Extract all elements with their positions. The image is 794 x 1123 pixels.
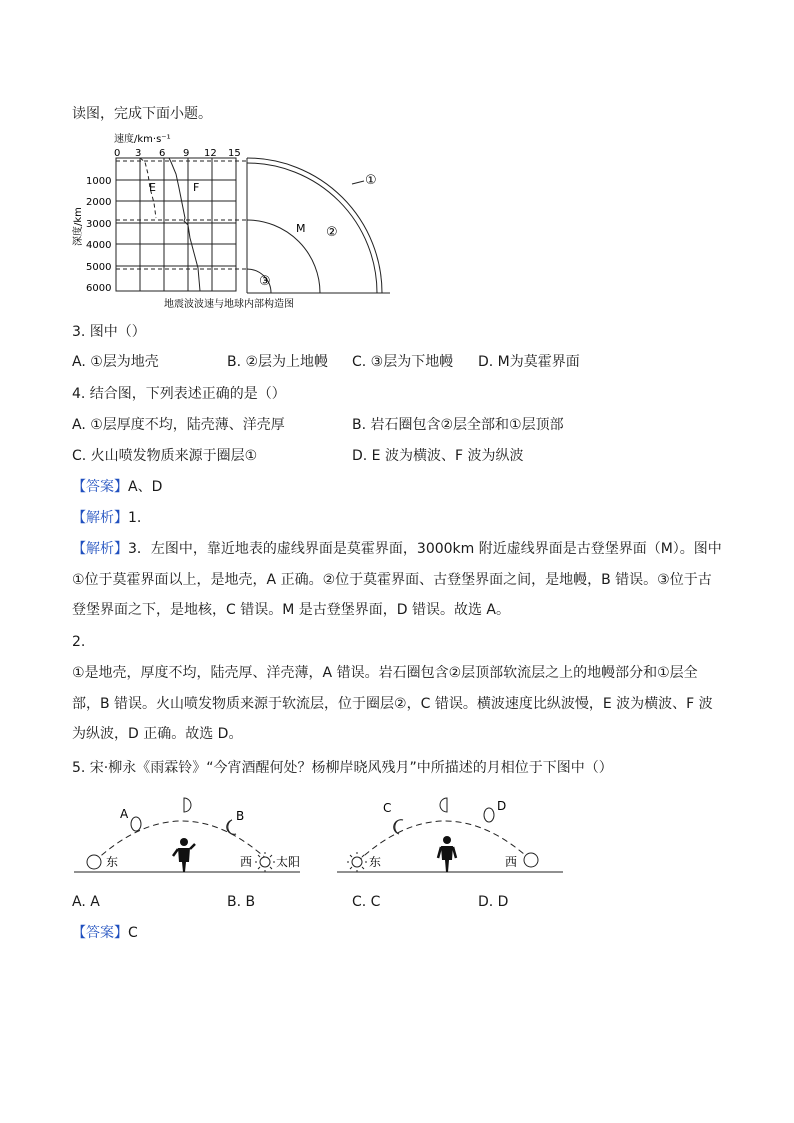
curve-e-label: E bbox=[149, 181, 156, 194]
moon-phase-figure-right bbox=[335, 790, 567, 880]
moon-gibbous-icon bbox=[131, 817, 141, 831]
moon-crescent-icon bbox=[227, 820, 236, 834]
point-d-label: D bbox=[497, 799, 507, 813]
q4-stem: 4. 结合图，下列表述正确的是（） bbox=[72, 386, 286, 402]
analysis-paragraph-2: ①是地壳，厚度不均，陆壳厚、洋壳薄，A 错误。岩石圈包含②层顶部软流层之上的地幔部分和①层全部，B 错误。火山喷发物质来源于软流层，位于圈层②，C 错误。横波速度比纵波慢，E 波为横波、F 波为纵波，D 正确。故选 D。 bbox=[72, 665, 713, 742]
person-icon bbox=[438, 836, 456, 872]
analysis-paragraph-1 bbox=[72, 534, 722, 626]
q4-option-d: D. E 波为横波、F 波为纵波 bbox=[352, 448, 524, 464]
answer-row-2 bbox=[72, 923, 138, 943]
answer-tag: 【答案】 bbox=[72, 925, 128, 941]
analysis-row bbox=[72, 508, 141, 528]
q5-option-a: A. A bbox=[72, 894, 100, 910]
moon-quarter-icon bbox=[440, 798, 447, 812]
analysis-tag: 【解析】 bbox=[72, 541, 128, 557]
q5-stem: 5. 宋·柳永《雨霖铃》“今宵酒醒何处？杨柳岸晓风残月”中所描述的月相位于下图中（） bbox=[72, 760, 613, 776]
analysis-text-1: 3．左图中，靠近地表的虚线界面是莫霍界面，3000km 附近虚线界面是古登堡界面（M）。图中①位于莫霍界面以上，是地壳，A 正确。②位于莫霍界面、古登堡界面之间，是地幔，B 错误。③位于古登堡界面之下，是地核，C 错误。M 是古登堡界面，D 错误。故选 A。 bbox=[72, 541, 722, 618]
seismic-structure-figure bbox=[72, 128, 402, 318]
point-b-label: B bbox=[236, 809, 245, 823]
speed-tick: 3 bbox=[135, 148, 142, 159]
analysis-tag: 【解析】 bbox=[72, 510, 128, 526]
speed-axis-label: 速度/km·s⁻¹ bbox=[114, 134, 171, 145]
curve-f-label: F bbox=[193, 181, 200, 194]
point-c-label: C bbox=[383, 801, 392, 815]
q4-option-c: C. 火山喷发物质来源于圈层① bbox=[72, 448, 258, 464]
q5-option-d: D. D bbox=[478, 894, 509, 910]
speed-tick: 12 bbox=[204, 148, 217, 159]
depth-tick: 6000 bbox=[86, 283, 112, 294]
q3-option-a: A. ①层为地壳 bbox=[72, 354, 159, 370]
point-a-label: A bbox=[120, 807, 129, 821]
q5-option-c: C. C bbox=[352, 894, 381, 910]
figure-caption: 地震波波速与地球内部构造图 bbox=[164, 299, 294, 310]
q5-option-b: B. B bbox=[227, 894, 256, 910]
sun-icon bbox=[255, 852, 275, 872]
person-icon bbox=[173, 838, 195, 872]
moon-crescent-icon bbox=[394, 820, 403, 834]
speed-tick: 0 bbox=[114, 148, 121, 159]
moon-phase-figure-left bbox=[72, 790, 304, 880]
boundary-m-label: M bbox=[296, 222, 306, 235]
west-label: 西 bbox=[505, 855, 518, 869]
layer-3-label: ③ bbox=[259, 274, 271, 289]
q3-option-d: D. M为莫霍界面 bbox=[478, 354, 580, 370]
f-wave-curve bbox=[169, 158, 200, 291]
analysis-number-1: 1. bbox=[128, 510, 142, 526]
answer-text: C bbox=[128, 925, 138, 941]
west-label: 西 bbox=[240, 855, 253, 869]
sun-label: 太阳 bbox=[276, 855, 301, 869]
sun-icon bbox=[347, 852, 367, 872]
q3-stem: 3. 图中（） bbox=[72, 324, 146, 340]
speed-tick: 6 bbox=[159, 148, 166, 159]
east-label: 东 bbox=[106, 855, 119, 869]
moon-full-icon bbox=[87, 855, 101, 869]
depth-tick: 3000 bbox=[86, 219, 112, 230]
moon-full-icon bbox=[524, 853, 538, 867]
speed-grid bbox=[116, 158, 236, 291]
layer-1-label: ① bbox=[365, 173, 377, 188]
answer-tag: 【答案】 bbox=[72, 479, 128, 495]
east-label: 东 bbox=[369, 855, 382, 869]
q3-option-b: B. ②层为上地幔 bbox=[227, 354, 329, 370]
speed-tick: 15 bbox=[228, 148, 241, 159]
depth-axis-label: 深度/km bbox=[73, 207, 84, 246]
analysis-number-2: 2. bbox=[72, 634, 86, 650]
depth-tick: 5000 bbox=[86, 262, 112, 273]
layer-2-label: ② bbox=[326, 225, 338, 240]
depth-tick: 4000 bbox=[86, 240, 112, 251]
intro-text: 读图，完成下面小题。 bbox=[72, 106, 212, 122]
moon-quarter-icon bbox=[184, 798, 191, 812]
depth-tick: 2000 bbox=[86, 197, 112, 208]
depth-tick: 1000 bbox=[86, 176, 112, 187]
q3-option-c: C. ③层为下地幔 bbox=[352, 354, 454, 370]
q4-option-a: A. ①层厚度不均，陆壳薄、洋壳厚 bbox=[72, 417, 285, 433]
speed-tick: 9 bbox=[183, 148, 190, 159]
answer-text: A、D bbox=[128, 479, 163, 495]
q4-option-b: B. 岩石圈包含②层全部和①层顶部 bbox=[352, 417, 564, 433]
moon-gibbous-icon bbox=[484, 808, 494, 822]
answer-row bbox=[72, 477, 162, 497]
